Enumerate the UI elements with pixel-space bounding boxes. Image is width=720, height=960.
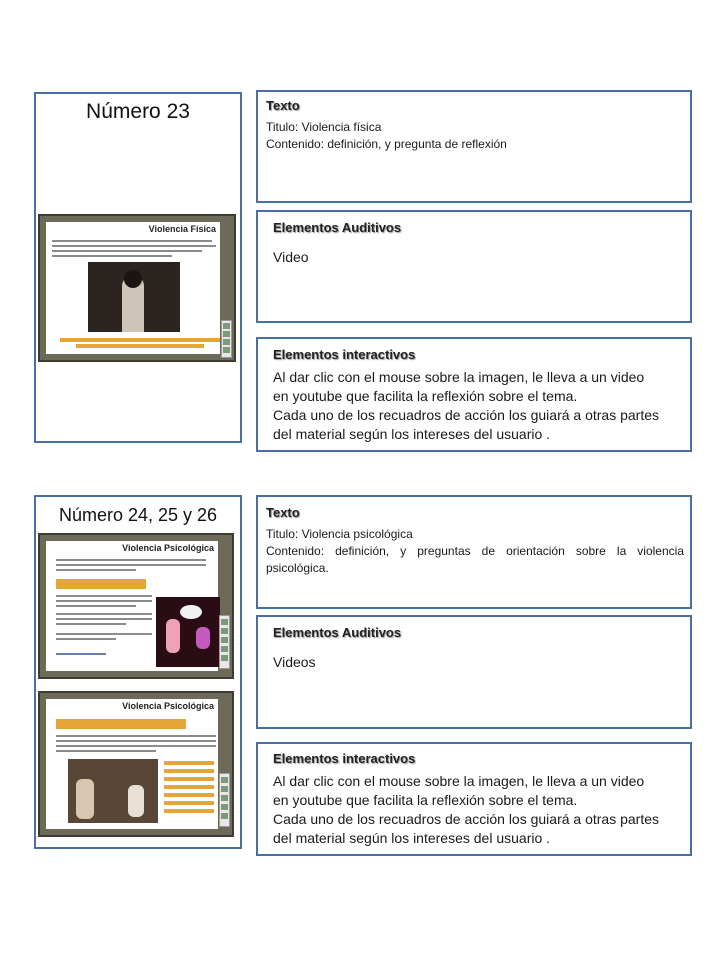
slide-number: Número 23 (86, 100, 190, 123)
video-thumbnail[interactable] (156, 597, 220, 667)
thumbnail-title: Violencia Psicológica (122, 701, 214, 711)
video-thumbnail[interactable] (68, 759, 158, 823)
interactivos-heading: Elementos interactivos (273, 751, 416, 766)
texto-heading: Texto (266, 505, 300, 520)
interactivos-line-3: Cada uno de los recuadros de acción los guiará a otras partes (273, 811, 660, 827)
action-buttons[interactable] (219, 615, 230, 669)
action-buttons[interactable] (219, 773, 230, 827)
texto-titulo: Titulo: Violencia psicológica (266, 527, 413, 541)
slide-23-panel (34, 92, 242, 443)
texto-contenido: Contenido: definición, y preguntas de orientación sobre la violencia (266, 544, 684, 558)
thumbnail-title: Violencia Psicológica (122, 543, 214, 553)
slide-number: Número 24, 25 y 26 (58, 505, 218, 525)
thumbnail-content (46, 699, 218, 829)
texto-contenido: Contenido: definición, y pregunta de reflexión (266, 137, 507, 151)
interactivos-line-1: Al dar clic con el mouse sobre la imagen, le lleva a un video (273, 369, 645, 385)
texto-box-24 (256, 495, 692, 609)
interactivos-box-24 (256, 742, 692, 856)
interactivos-line-3: Cada uno de los recuadros de acción los guiará a otras partes (273, 407, 660, 423)
slide-24-26-panel (34, 495, 242, 849)
interactivos-box-23 (256, 337, 692, 452)
auditivos-value: Videos (273, 654, 316, 670)
texto-heading: Texto (266, 98, 300, 113)
auditivos-box-24 (256, 615, 692, 729)
interactivos-line-2: en youtube que facilita la reflexión sobre el tema. (273, 792, 578, 808)
auditivos-heading: Elementos Auditivos (273, 220, 402, 235)
auditivos-box-23 (256, 210, 692, 323)
video-thumbnail[interactable] (88, 262, 180, 332)
slide-thumbnail[interactable] (38, 214, 236, 362)
texto-titulo: Titulo: Violencia física (266, 120, 382, 134)
interactivos-line-2: en youtube que facilita la reflexión sobre el tema. (273, 388, 578, 404)
texto-box-23 (256, 90, 692, 203)
thumbnail-content (46, 541, 218, 671)
auditivos-value: Video (273, 249, 309, 265)
auditivos-heading: Elementos Auditivos (273, 625, 402, 640)
thumbnail-title: Violencia Física (148, 224, 216, 234)
interactivos-line-1: Al dar clic con el mouse sobre la imagen, le lleva a un video (273, 773, 645, 789)
interactivos-heading: Elementos interactivos (273, 347, 416, 362)
interactivos-line-4: del material según los intereses del usuario . (273, 426, 551, 442)
slide-thumbnail-2[interactable] (38, 691, 234, 837)
action-buttons[interactable] (221, 320, 232, 358)
texto-contenido-cont: psicológica. (266, 561, 329, 575)
slide-thumbnail-1[interactable] (38, 533, 234, 679)
thumbnail-content (46, 222, 220, 354)
interactivos-line-4: del material según los intereses del usuario . (273, 830, 551, 846)
